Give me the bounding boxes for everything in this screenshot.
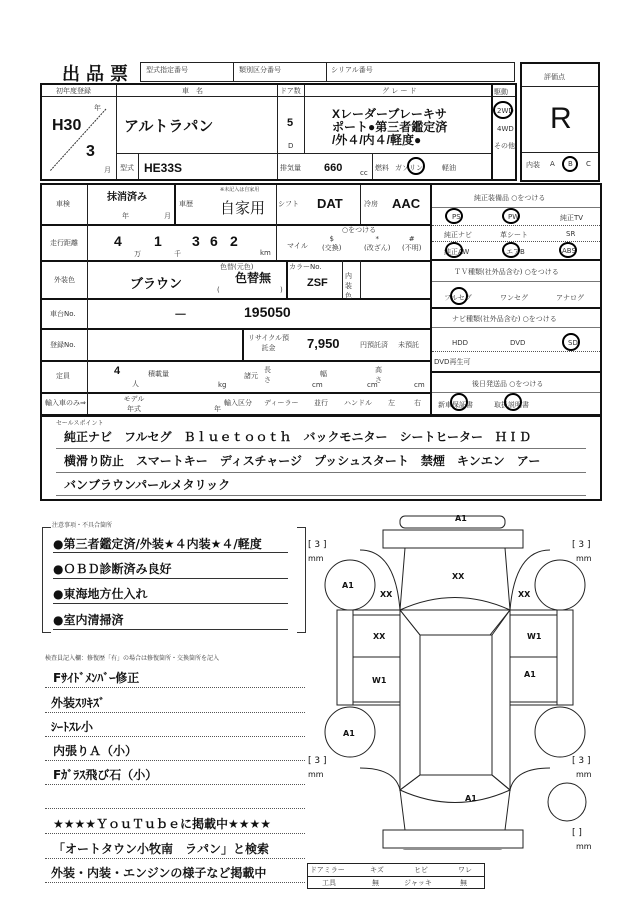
inspector-line: 内張りＡ（小） xyxy=(53,744,138,758)
reg-label: 登録No. xyxy=(50,341,76,349)
equipment-panel xyxy=(432,185,600,414)
doors-label: ドア数 xyxy=(280,87,301,95)
mirror-cell: ジャッキ xyxy=(404,879,432,887)
drive-option[interactable]: 2WD xyxy=(497,107,514,115)
mm-unit: mm xyxy=(576,770,592,779)
vehicle-info-table xyxy=(40,83,517,181)
sen-unit: 千 xyxy=(174,250,181,258)
load-label: 積載量 xyxy=(148,370,169,378)
score-value: R xyxy=(550,102,572,135)
color-label: 外装色 xyxy=(54,276,75,284)
doors-value: 5 xyxy=(287,117,294,129)
tread-fr: 3 xyxy=(578,540,585,550)
equip-navi[interactable]: 純正ナビ xyxy=(444,231,472,239)
first-reg-label: 初年度登録 xyxy=(56,87,91,95)
interior-color-label: 内装色 xyxy=(345,272,352,300)
year-unit: 年 xyxy=(94,104,101,112)
recycle-value: 7,950 xyxy=(307,336,340,351)
month-unit: 月 xyxy=(164,212,171,220)
year-unit: 年 xyxy=(122,212,129,220)
class-label: 類別区分番号 xyxy=(239,66,281,74)
mm-unit: mm xyxy=(308,770,324,779)
cm-unit: cm xyxy=(414,381,425,389)
mark-rl-wheel: A1 xyxy=(343,729,355,738)
inspector-line: Fｶﾞﾗｽ飛び石（小） xyxy=(53,768,158,782)
selected-circle xyxy=(562,333,580,351)
dvd-play[interactable]: DVD再生可 xyxy=(434,358,471,366)
color-no-value: ZSF xyxy=(307,277,328,289)
mileage-digit: 6 xyxy=(210,233,218,249)
mark-lr-door: W1 xyxy=(372,676,387,685)
displacement-label: 排気量 xyxy=(280,164,301,172)
selected-circle xyxy=(493,101,513,119)
mark-hood: XX xyxy=(452,572,465,581)
fuel-gasoline[interactable]: ガソリン xyxy=(395,164,423,172)
person-unit: 人 xyxy=(132,380,139,388)
inspector-line: Fｻｲﾄﾞﾒﾝﾊﾞｰ修正 xyxy=(53,671,140,685)
color-value: ブラウン xyxy=(130,276,183,291)
mm-unit: mm xyxy=(308,554,324,563)
inspector-line: 「オートタウン小牧南 ラパン」と検索 xyxy=(53,842,270,856)
model-label: 型式 xyxy=(120,164,134,172)
tread-fl: 3 xyxy=(314,540,321,550)
mirror-cell: キズ xyxy=(370,866,384,874)
inspector-line: 外装・内装・エンジンの様子など掲載中 xyxy=(51,866,267,880)
mark-fl-fender: XX xyxy=(380,590,393,599)
equip-aw[interactable]: 純正AW xyxy=(444,248,470,256)
inspector-label: 検査員記入欄：修復歴「有」の場合は修復箇所・交換箇所を記入 xyxy=(45,655,220,662)
equip-tv[interactable]: 純正TV xyxy=(560,214,584,222)
mirror-cell: ワレ xyxy=(458,866,472,874)
selected-circle xyxy=(502,208,520,224)
selected-circle xyxy=(445,242,463,258)
year-unit: 年 xyxy=(214,405,221,413)
first-reg-year: H30 xyxy=(52,117,82,134)
length-label: 長さ xyxy=(264,366,271,384)
history-value: 自家用 xyxy=(220,200,266,217)
note-line: ●ＯＢＤ診断済み良好 xyxy=(53,562,172,576)
sheet-title: 出品票 xyxy=(62,64,134,84)
mile-option[interactable]: マイル xyxy=(287,242,308,250)
height-label: 高さ xyxy=(375,366,382,384)
inspector-line: 外装ｽﾘｷｽﾞ xyxy=(51,696,106,710)
drive-label: 駆動 xyxy=(494,88,508,96)
km-unit: km xyxy=(260,249,271,257)
fuel-diesel[interactable]: 軽油 xyxy=(442,164,456,172)
sales-label: セールスポイント xyxy=(56,420,104,427)
first-reg-month: 3 xyxy=(86,143,95,160)
navi-dvd[interactable]: DVD xyxy=(510,339,526,347)
history-note: ※未記入は自家用 xyxy=(220,187,260,193)
recycle-unpaid[interactable]: 未預託 xyxy=(398,341,419,349)
shift-value: DAT xyxy=(317,196,343,211)
selected-circle xyxy=(504,393,522,411)
note-line: ●第三者鑑定済/外装★４内装★４/軽度 xyxy=(53,537,262,551)
paren: ( xyxy=(217,286,220,294)
kg-unit: kg xyxy=(218,381,227,389)
note-line: ●東海地方仕入れ xyxy=(53,587,148,601)
mark-front-bumper: A1 xyxy=(455,514,467,523)
mileage-flag[interactable]: * (改ざん) xyxy=(364,235,391,252)
serial-label: シリアル番号 xyxy=(331,66,373,74)
capacity-label: 定員 xyxy=(56,372,70,380)
selected-circle xyxy=(445,208,463,224)
color-no-label: カラーNo. xyxy=(289,263,322,271)
tv-analog[interactable]: アナログ xyxy=(556,294,584,302)
mark-note: ○をつける xyxy=(342,226,377,234)
paren: ) xyxy=(280,286,283,294)
selected-circle xyxy=(450,393,468,411)
equip-leather[interactable]: 革シート xyxy=(500,231,528,239)
fuel-label: 燃料 xyxy=(375,164,389,172)
handle-label: ハンドル xyxy=(344,399,372,407)
mm-unit: mm xyxy=(576,842,592,851)
chassis-value: 195050 xyxy=(244,304,291,320)
import-label: 輸入車のみ⇒ xyxy=(45,399,86,407)
month-unit: 月 xyxy=(104,166,111,174)
navi-header: ナビ種類(社外品含む) ○をつける xyxy=(452,315,557,323)
mileage-label: 走行距離 xyxy=(50,239,78,247)
grade-line: /外４/内４/軽度● xyxy=(332,133,422,147)
dealer-option[interactable]: ディーラー xyxy=(264,399,299,407)
mirror-cell: 無 xyxy=(460,879,467,887)
inspector-lines xyxy=(45,665,307,895)
grade-label: グ レ ー ド xyxy=(382,87,417,95)
mm-unit: mm xyxy=(576,554,592,563)
mirror-cell: 無 xyxy=(372,879,379,887)
width-label: 幅 xyxy=(320,370,327,378)
color-change-value: 色替無 xyxy=(235,271,272,285)
tread-rl: 3 xyxy=(314,756,321,766)
note-line: ●室内清掃済 xyxy=(53,613,124,627)
sales-line: 純正ナビ フルセグ Ｂｌｕｅｔｏｏｔｈ バックモニター シートヒーター ＨＩＤ xyxy=(64,430,532,444)
header-boxes xyxy=(140,62,515,82)
mirror-cell: 工具 xyxy=(322,879,336,887)
sales-line: 横滑り防止 スマートキー ディスチャージ プッシュスタート 禁煙 キンエン アー xyxy=(64,454,541,468)
mark-rf-door: W1 xyxy=(527,632,542,641)
inspection-label: 車検 xyxy=(56,200,70,208)
mirror-table xyxy=(307,863,485,889)
handle-right[interactable]: 右 xyxy=(414,399,421,407)
model-value: HE33S xyxy=(144,161,183,175)
score-box xyxy=(520,62,600,182)
diagram-marks: A1 XX XX XX A1 XX W1 W1 A1 A1 A1 [ 3 ] mm [ 3 ] mm [ 3 ] mm [ 3 ] mm [ ] mm xyxy=(308,514,592,851)
score-label: 評価点 xyxy=(544,73,565,81)
navi-hdd[interactable]: HDD xyxy=(452,339,469,347)
handle-left[interactable]: 左 xyxy=(388,399,395,407)
drive-option[interactable]: その他 xyxy=(494,142,515,150)
interior-label: 内装 xyxy=(526,161,540,169)
mileage-digit: 2 xyxy=(230,233,238,249)
recycle-label: リサイクル預託金 xyxy=(247,334,290,352)
selected-circle xyxy=(559,242,577,258)
notes-box xyxy=(42,527,306,633)
parallel-option[interactable]: 並行 xyxy=(314,399,328,407)
man-unit: 万 xyxy=(134,250,141,258)
mirror-cell: ドアミラー xyxy=(310,866,345,874)
sales-points xyxy=(40,415,602,501)
navi-sd[interactable]: SD xyxy=(568,339,578,347)
mileage-digit: 4 xyxy=(114,233,122,249)
ac-label: 冷房 xyxy=(364,200,378,208)
inspector-line: ｼｰﾄｽﾚ小 xyxy=(51,720,94,734)
chassis-dash: － xyxy=(174,307,188,322)
mileage-flag[interactable]: $ (交換) xyxy=(322,235,342,252)
car-name: アルトラパン xyxy=(124,118,214,135)
ac-value: AAC xyxy=(392,196,421,211)
mirror-cell: ヒビ xyxy=(414,866,428,874)
later-warranty[interactable]: 新車保証書 xyxy=(438,401,473,409)
selected-circle xyxy=(502,242,520,258)
grade-line: Xレーダーブレーキサ xyxy=(332,107,447,121)
selected-circle xyxy=(407,157,425,175)
slash-divider xyxy=(48,107,108,173)
equipment-header: 純正装備品 ○をつける xyxy=(474,194,546,202)
mileage-flag[interactable]: # (不明) xyxy=(402,235,422,252)
history-label: 車歴 xyxy=(179,200,193,208)
mark-lf-door: XX xyxy=(373,632,386,641)
later-header: 後日発送品 ○をつける xyxy=(472,380,544,388)
mileage-digit: 3 xyxy=(192,233,200,249)
later-manual[interactable]: 取扱説明書 xyxy=(494,401,529,409)
cm-unit: cm xyxy=(367,381,378,389)
mark-fl-wheel: A1 xyxy=(342,581,354,590)
tread-rr: 3 xyxy=(578,756,585,766)
grade-line: ポート●第三者鑑定済 xyxy=(332,120,448,134)
selected-circle xyxy=(562,156,578,172)
type-cert-label: 型式指定番号 xyxy=(146,66,188,74)
capacity-value: 4 xyxy=(114,365,121,377)
equip-airbag[interactable]: エアB xyxy=(506,248,525,256)
inspector-line: ★★★★ＹｏｕＴｕｂｅに掲載中★★★★ xyxy=(53,817,272,831)
displacement-value: 660 xyxy=(324,162,343,174)
mileage-digit: 1 xyxy=(154,233,162,249)
model-year-label: モデル年式 xyxy=(123,395,145,413)
tv-oneseg[interactable]: ワンセグ xyxy=(500,294,528,302)
interior-a[interactable]: A xyxy=(550,160,555,168)
color-change-label: 色替(元色) xyxy=(220,263,254,271)
equip-sr[interactable]: SR xyxy=(566,230,576,238)
chassis-label: 車台No. xyxy=(50,310,76,318)
tv-fullseg[interactable]: フルセグ xyxy=(444,294,472,302)
import-type-label: 輸入区分 xyxy=(224,399,252,407)
interior-c[interactable]: C xyxy=(586,160,591,168)
mark-rear-bumper: A1 xyxy=(465,794,477,803)
name-label: 車 名 xyxy=(182,87,203,95)
selected-circle xyxy=(450,287,468,305)
interior-b[interactable]: B xyxy=(568,160,573,168)
tv-header: ＴＶ種類(社外品含む) ○をつける xyxy=(454,268,559,276)
equip-pw[interactable]: PW xyxy=(508,213,520,221)
inspection-value: 抹消済み xyxy=(107,192,147,203)
mark-fr-fender: XX xyxy=(518,590,531,599)
cm-unit: cm xyxy=(312,381,323,389)
equip-abs[interactable]: ABS xyxy=(562,247,576,255)
sales-line: バンブラウンパールメタリック xyxy=(64,478,231,492)
details-table xyxy=(40,183,602,416)
equip-ps[interactable]: PS xyxy=(452,213,461,221)
notes-label: 注意事項・不具合箇所 xyxy=(52,522,113,529)
mark-rr-door: A1 xyxy=(524,670,536,679)
recycle-paid[interactable]: 円預託済 xyxy=(360,341,388,349)
dims-label: 諸元 xyxy=(244,372,258,380)
doors-unit: D xyxy=(288,142,294,150)
cc-unit: cc xyxy=(360,169,368,177)
drive-option[interactable]: 4WD xyxy=(497,125,514,133)
shift-label: シフト xyxy=(278,200,299,208)
